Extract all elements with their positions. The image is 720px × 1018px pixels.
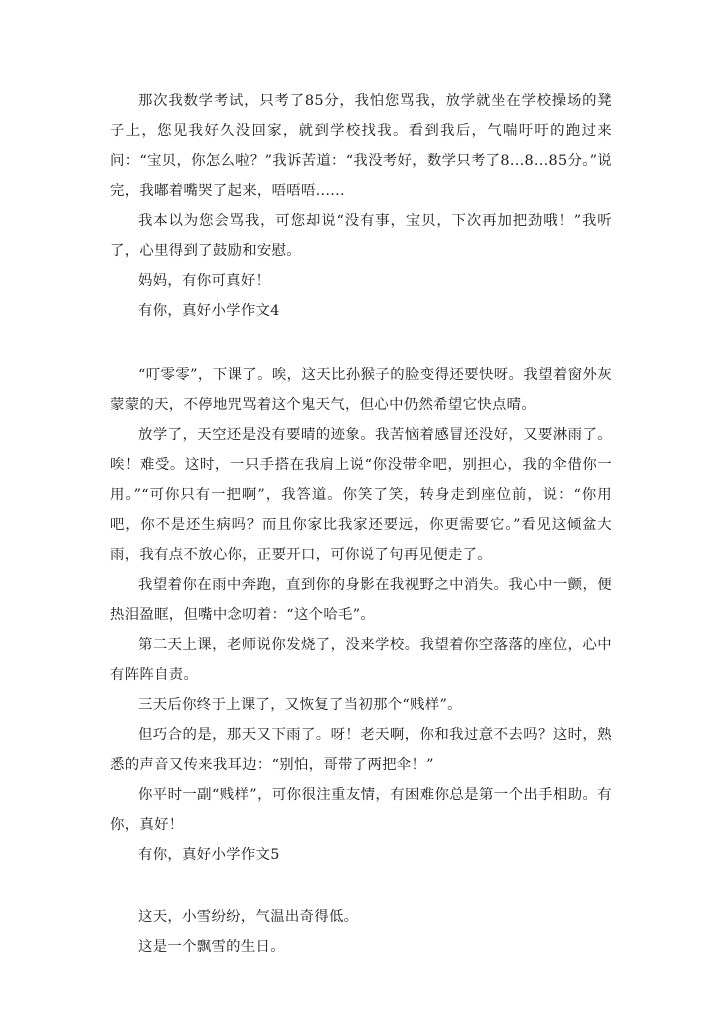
spacer <box>110 870 612 902</box>
spacer <box>110 326 612 360</box>
paragraph: 那次我数学考试，只考了85分，我怕您骂我，放学就坐在学校操场的凳子上，您见我好久没回家，就到学校找我。看到我后，气喘吁吁的跑过来问：“宝贝，你怎么啦？”我诉苦道：“我没考好，数学只考了8...8...85分。”说完，我嘟着嘴哭了起来，唔唔唔...... <box>110 93 612 199</box>
paragraph: 但巧合的是，那天又下雨了。呀！老天啊，你和我过意不去吗？这时，熟悉的声音又传来我耳边：“别怕，哥带了两把伞！” <box>110 727 612 773</box>
paragraph: 这是一个飘雪的生日。 <box>138 939 285 955</box>
paragraph: 放学了，天空还是没有要晴的迹象。我苦恼着感冒还没好，又要淋雨了。唉！难受。这时，一只手搭在我肩上说“你没带伞吧，别担心，我的伞借你一用。”“可你只有一把啊”，我答道。你笑了笑，转身走到座位前，说：“你用吧，你不是还生病吗？而且你家比我家还要远，你更需要它。”看见这倾盆大雨，我有点不放心你，正要开口，可你说了句再见便走了。 <box>110 427 612 563</box>
paragraph: 三天后你终于上课了，又恢复了当初那个“贱样”。 <box>138 697 462 713</box>
paragraph: 这天，小雪纷纷，气温出奇得低。 <box>138 909 359 925</box>
essay-title: 有你，真好小学作文5 <box>138 847 280 863</box>
document-page <box>110 86 612 962</box>
paragraph: 我望着你在雨中奔跑，直到你的身影在我视野之中消失。我心中一颤，便热泪盈眶，但嘴中念叨着：“这个哈毛”。 <box>110 577 612 623</box>
paragraph: 第二天上课，老师说你发烧了，没来学校。我望着你空落落的座位，心中有阵阵自责。 <box>110 637 612 683</box>
essay-title: 有你，真好小学作文4 <box>138 303 280 319</box>
paragraph: “叮零零”，下课了。唉，这天比孙猴子的脸变得还要快呀。我望着窗外灰蒙蒙的天，不停地咒骂着这个鬼天气，但心中仍然希望它快点晴。 <box>110 367 612 413</box>
paragraph: 你平时一副“贱样”，可你很注重友情，有困难你总是第一个出手相助。有你，真好！ <box>110 787 612 833</box>
paragraph: 妈妈，有你可真好！ <box>138 273 271 289</box>
paragraph: 我本以为您会骂我，可您却说“没有事，宝贝，下次再加把劲哦！”我听了，心里得到了鼓励和安慰。 <box>110 213 612 259</box>
